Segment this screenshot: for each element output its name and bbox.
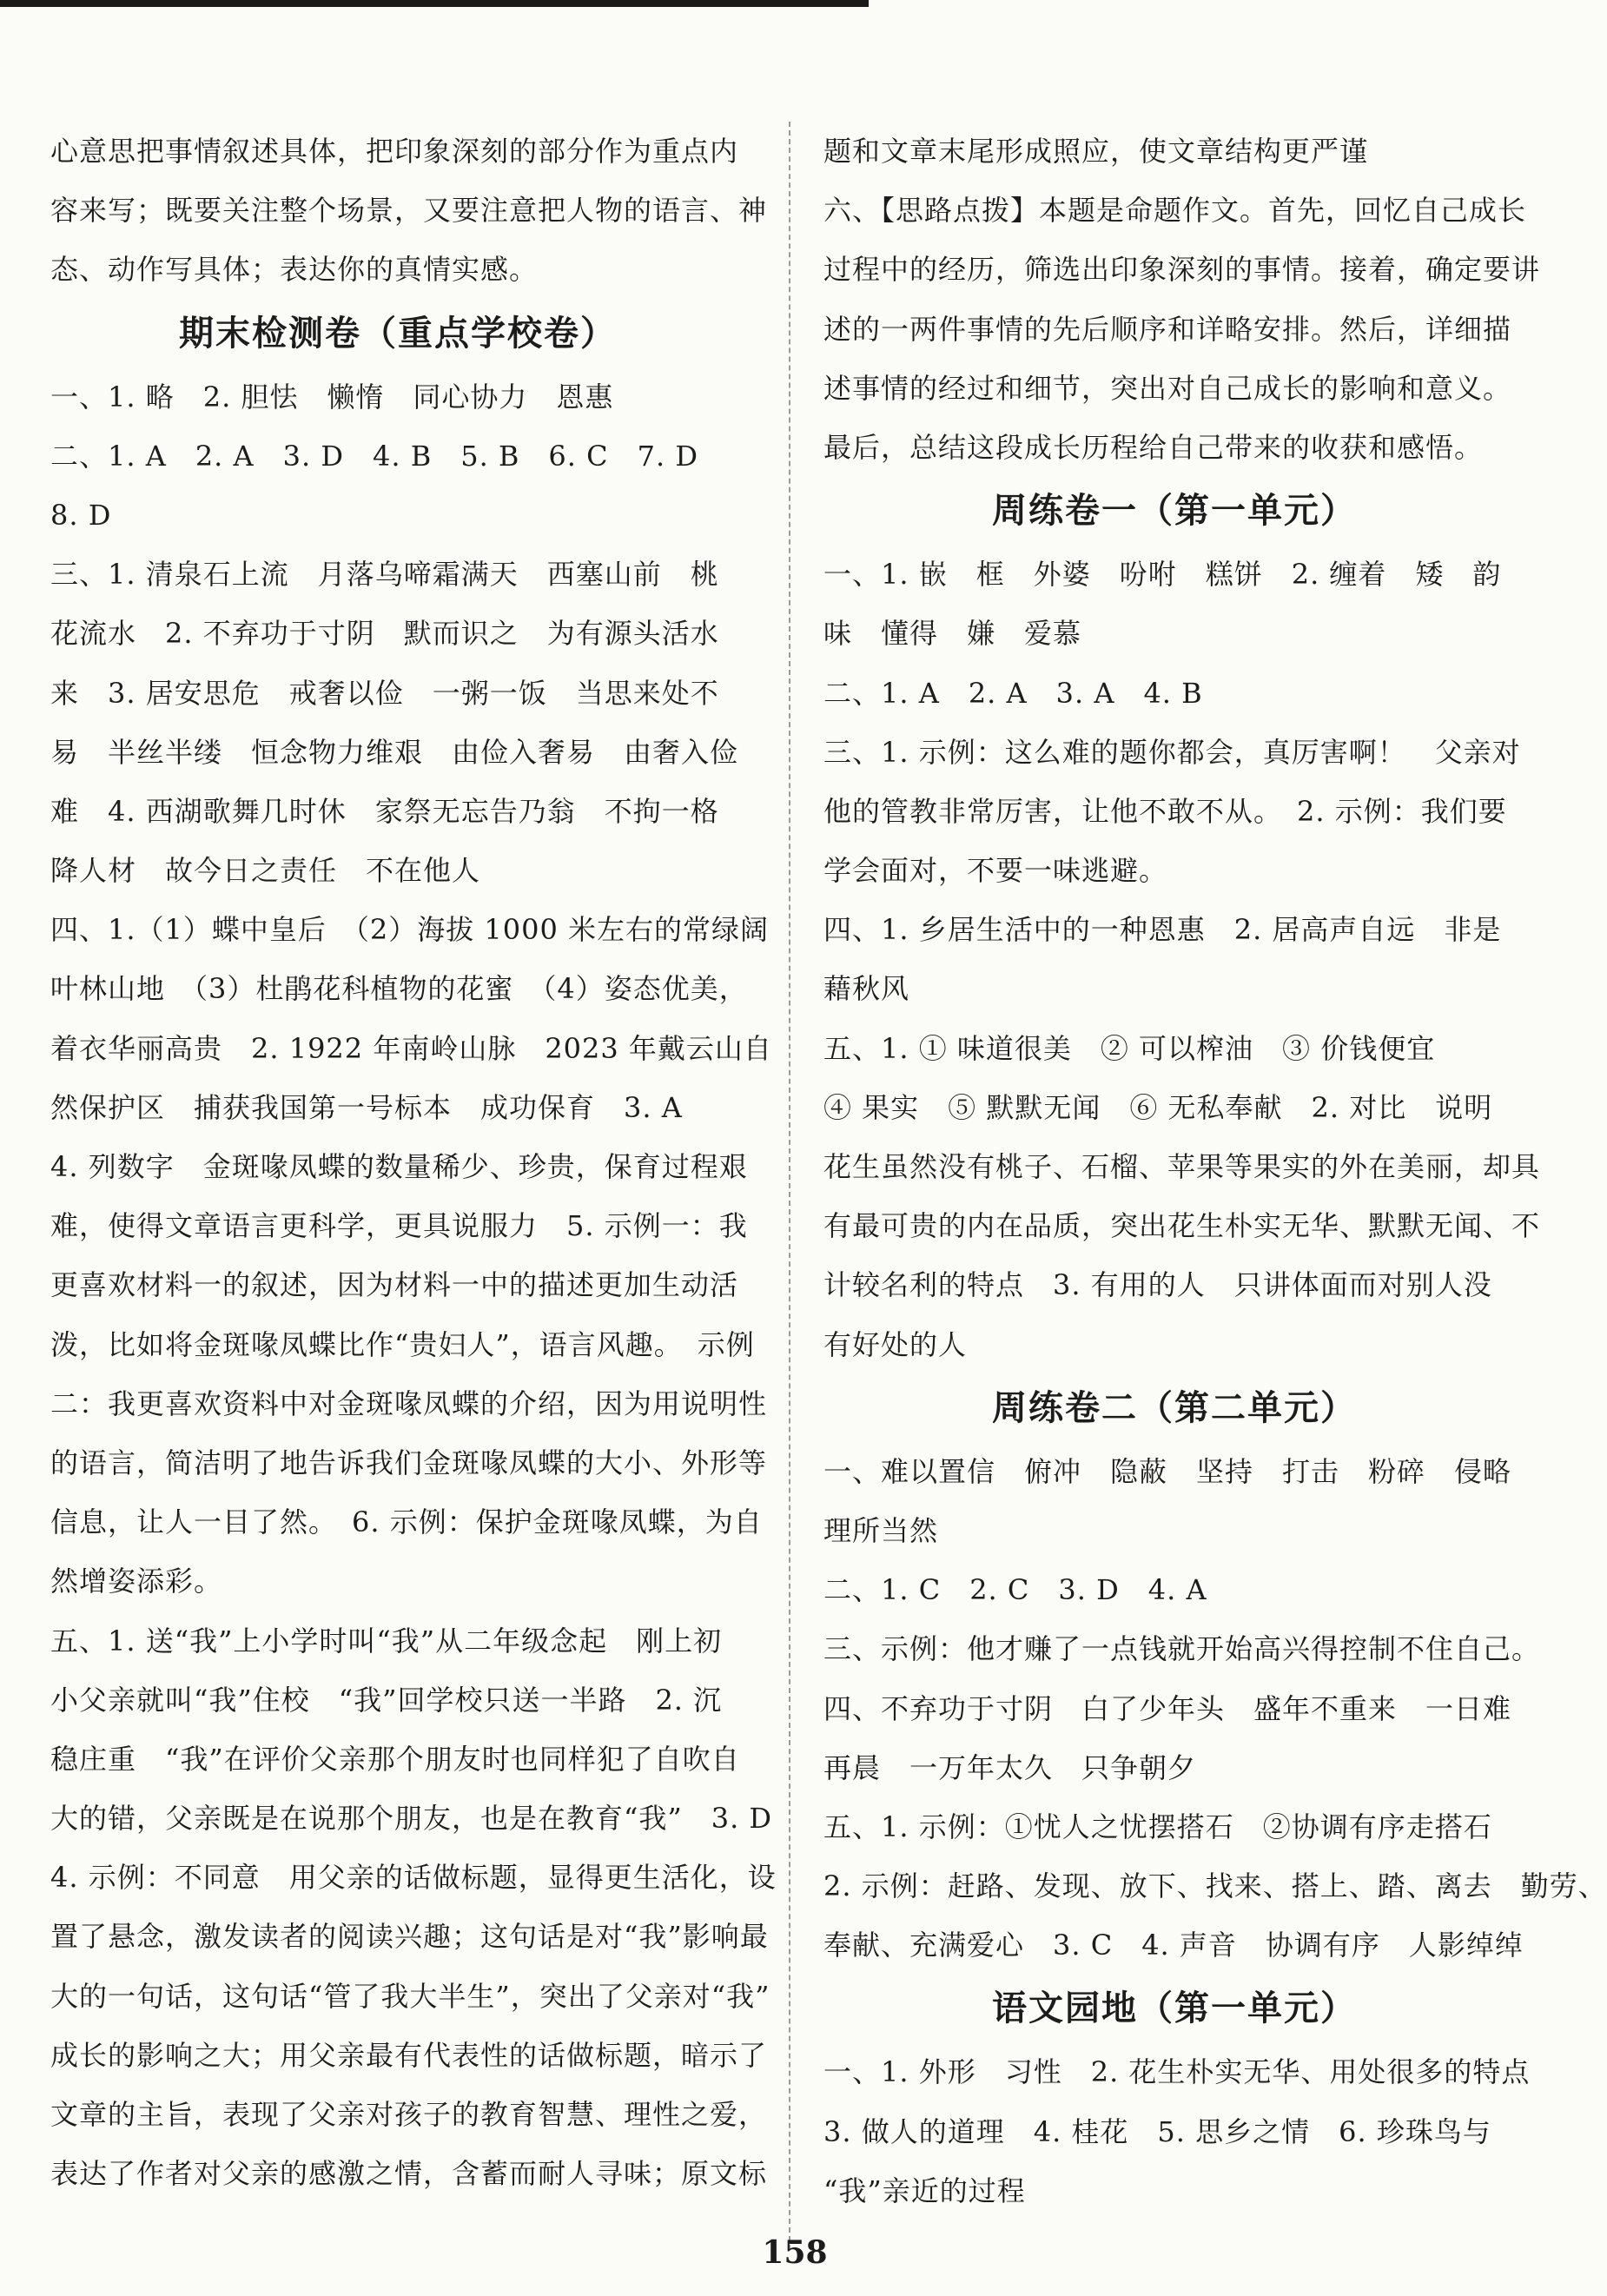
text-line: 然增姿添彩。 bbox=[50, 1565, 223, 1598]
page-number: 158 bbox=[762, 2234, 828, 2271]
text-line: 4. 列数字 金斑喙凤蝶的数量稀少、珍贵，保育过程艰 bbox=[50, 1150, 748, 1183]
text-line: 文章的主旨，表现了父亲对孩子的教育智慧、理性之爱， bbox=[50, 2098, 768, 2131]
text-line: 心意思把事情叙述具体，把印象深刻的部分作为重点内 bbox=[50, 135, 739, 168]
section-heading: 周练卷二（第二单元） bbox=[992, 1387, 1357, 1428]
text-line: 然保护区 捕获我国第一号标本 成功保育 3. A bbox=[50, 1090, 683, 1124]
text-line: 藉秋风 bbox=[823, 972, 910, 1006]
text-line: 二：我更喜欢资料中对金斑喙凤蝶的介绍，因为用说明性 bbox=[50, 1386, 768, 1420]
text-line: 一、1. 外形 习性 2. 花生朴实无华、用处很多的特点 bbox=[823, 2055, 1531, 2089]
text-line: 一、难以置信 俯冲 隐蔽 坚持 打击 粉碎 侵略 bbox=[823, 1454, 1512, 1488]
text-line: 五、1. 示例：①忧人之忧摆搭石 ②协调有序走搭石 bbox=[823, 1810, 1492, 1843]
text-line: 二、1. A 2. A 3. A 4. B bbox=[823, 676, 1203, 710]
text-line: 信息，让人一目了然。 6. 示例：保护金斑喙凤蝶，为自 bbox=[50, 1505, 763, 1539]
text-line: 花生虽然没有桃子、石榴、苹果等果实的外在美丽，却具 bbox=[823, 1150, 1541, 1183]
text-line: 他的管教非常厉害，让他不敢不从。 2. 示例：我们要 bbox=[823, 794, 1507, 828]
text-line: 成长的影响之大；用父亲最有代表性的话做标题，暗示了 bbox=[50, 2038, 768, 2072]
text-line: 易 半丝半缕 恒念物力维艰 由俭入奢易 由奢入俭 bbox=[50, 735, 739, 769]
text-line: 三、1. 清泉石上流 月落乌啼霜满天 西塞山前 桃 bbox=[50, 558, 719, 592]
text-line: ④ 果实 ⑤ 默默无闻 ⑥ 无私奉献 2. 对比 说明 bbox=[823, 1090, 1493, 1124]
text-line: 大的一句话，这句话“管了我大半生”，突出了父亲对“我” bbox=[50, 1979, 770, 2013]
text-line: 二、1. A 2. A 3. D 4. B 5. B 6. C 7. D bbox=[50, 439, 698, 473]
text-line: 着衣华丽高贵 2. 1922 年南岭山脉 2023 年戴云山自 bbox=[50, 1031, 772, 1065]
text-line: 4. 示例：不同意 用父亲的话做标题，显得更生活化，设 bbox=[50, 1861, 777, 1895]
text-line: 一、1. 略 2. 胆怯 懒惰 同心协力 恩惠 bbox=[50, 380, 614, 414]
text-line: 降人材 故今日之责任 不在他人 bbox=[50, 854, 481, 888]
text-line: 三、示例：他才赚了一点钱就开始高兴得控制不住自己。 bbox=[823, 1632, 1541, 1666]
text-line: 一、1. 嵌 框 外婆 吩咐 糕饼 2. 缠着 矮 韵 bbox=[823, 558, 1502, 592]
text-line: 有最可贵的内在品质，突出花生朴实无华、默默无闻、不 bbox=[823, 1209, 1541, 1243]
text-line: 3. 做人的道理 4. 桂花 5. 思乡之情 6. 珍珠鸟与 bbox=[823, 2114, 1491, 2148]
section-heading: 语文园地（第一单元） bbox=[992, 1988, 1357, 2029]
top-rule bbox=[0, 0, 869, 7]
right-column bbox=[823, 122, 1607, 2220]
text-line: 有好处的人 bbox=[823, 1327, 968, 1361]
section-heading: 期末检测卷（重点学校卷） bbox=[179, 313, 617, 354]
text-line: 态、动作写具体；表达你的真情实感。 bbox=[50, 253, 539, 287]
text-line: 再晨 一万年太久 只争朝夕 bbox=[823, 1750, 1197, 1784]
text-line: 置了悬念，激发读者的阅读兴趣；这句话是对“我”影响最 bbox=[50, 1920, 769, 1954]
text-line: 学会面对，不要一味逃避。 bbox=[823, 854, 1168, 888]
text-line: 五、1. 送“我”上小学时叫“我”从二年级念起 刚上初 bbox=[50, 1624, 723, 1657]
text-line: 小父亲就叫“我”住校 “我”回学校只送一半路 2. 沉 bbox=[50, 1683, 723, 1717]
text-line: 五、1. ① 味道很美 ② 可以榨油 ③ 价钱便宜 bbox=[823, 1031, 1436, 1065]
text-line: 2. 示例：赶路、发现、放下、找来、搭上、踏、离去 勤劳、 bbox=[823, 1869, 1607, 1903]
text-line: 来 3. 居安思危 戒奢以俭 一粥一饭 当思来处不 bbox=[50, 676, 719, 710]
text-line: 的语言，简洁明了地告诉我们金斑喙凤蝶的大小、外形等 bbox=[50, 1446, 768, 1479]
text-line: 容来写；既要关注整个场景，又要注意把人物的语言、神 bbox=[50, 194, 768, 228]
text-line: 更喜欢材料一的叙述，因为材料一中的描述更加生动活 bbox=[50, 1268, 739, 1302]
text-line: “我”亲近的过程 bbox=[823, 2174, 1026, 2207]
text-line: 过程中的经历，筛选出印象深刻的事情。接着，确定要讲 bbox=[823, 253, 1541, 287]
text-line: 四、1.（1）蝶中皇后 （2）海拔 1000 米左右的常绿阔 bbox=[50, 913, 770, 947]
text-line: 最后，总结这段成长历程给自己带来的收获和感悟。 bbox=[823, 430, 1484, 464]
text-line: 奉献、充满爱心 3. C 4. 声音 协调有序 人影绰绰 bbox=[823, 1929, 1524, 1962]
section-heading: 周练卷一（第一单元） bbox=[992, 491, 1357, 532]
text-line: 二、1. C 2. C 3. D 4. A bbox=[823, 1573, 1207, 1607]
text-line: 叶林山地 （3）杜鹃花科植物的花蜜 （4）姿态优美， bbox=[50, 972, 748, 1006]
text-line: 表达了作者对父亲的感激之情，含蓄而耐人寻味；原文标 bbox=[50, 2157, 768, 2191]
text-line: 稳庄重 “我”在评价父亲那个朋友时也同样犯了自吹自 bbox=[50, 1742, 740, 1776]
text-line: 花流水 2. 不弃功于寸阴 默而识之 为有源头活水 bbox=[50, 617, 719, 651]
text-line: 三、1. 示例：这么难的题你都会，真厉害啊！ 父亲对 bbox=[823, 735, 1521, 769]
text-line: 难 4. 西湖歌舞几时休 家祭无忘告乃翁 不拘一格 bbox=[50, 794, 719, 828]
left-column bbox=[50, 122, 777, 2203]
text-line: 大的错，父亲既是在说那个朋友，也是在教育“我” 3. D bbox=[50, 1802, 773, 1836]
text-line: 味 懂得 嫌 爱慕 bbox=[823, 617, 1082, 651]
text-line: 述事情的经过和细节，突出对自己成长的影响和意义。 bbox=[823, 371, 1512, 405]
text-line: 题和文章末尾形成照应，使文章结构更严谨 bbox=[823, 135, 1369, 168]
text-line: 难，使得文章语言更科学，更具说服力 5. 示例一：我 bbox=[50, 1209, 748, 1243]
text-line: 四、1. 乡居生活中的一种恩惠 2. 居高声自远 非是 bbox=[823, 913, 1502, 947]
text-line: 计较名利的特点 3. 有用的人 只讲体面而对别人没 bbox=[823, 1268, 1492, 1302]
column-divider bbox=[789, 122, 790, 2250]
text-line: 8. D bbox=[50, 498, 112, 532]
text-line: 六、【思路点拨】本题是命题作文。首先，回忆自己成长 bbox=[823, 194, 1527, 228]
text-line: 泼，比如将金斑喙凤蝶比作“贵妇人”，语言风趣。 示例 bbox=[50, 1327, 755, 1361]
text-line: 四、不弃功于寸阴 白了少年头 盛年不重来 一日难 bbox=[823, 1691, 1512, 1725]
text-line: 述的一两件事情的先后顺序和详略安排。然后，详细描 bbox=[823, 312, 1512, 346]
text-line: 理所当然 bbox=[823, 1513, 939, 1547]
